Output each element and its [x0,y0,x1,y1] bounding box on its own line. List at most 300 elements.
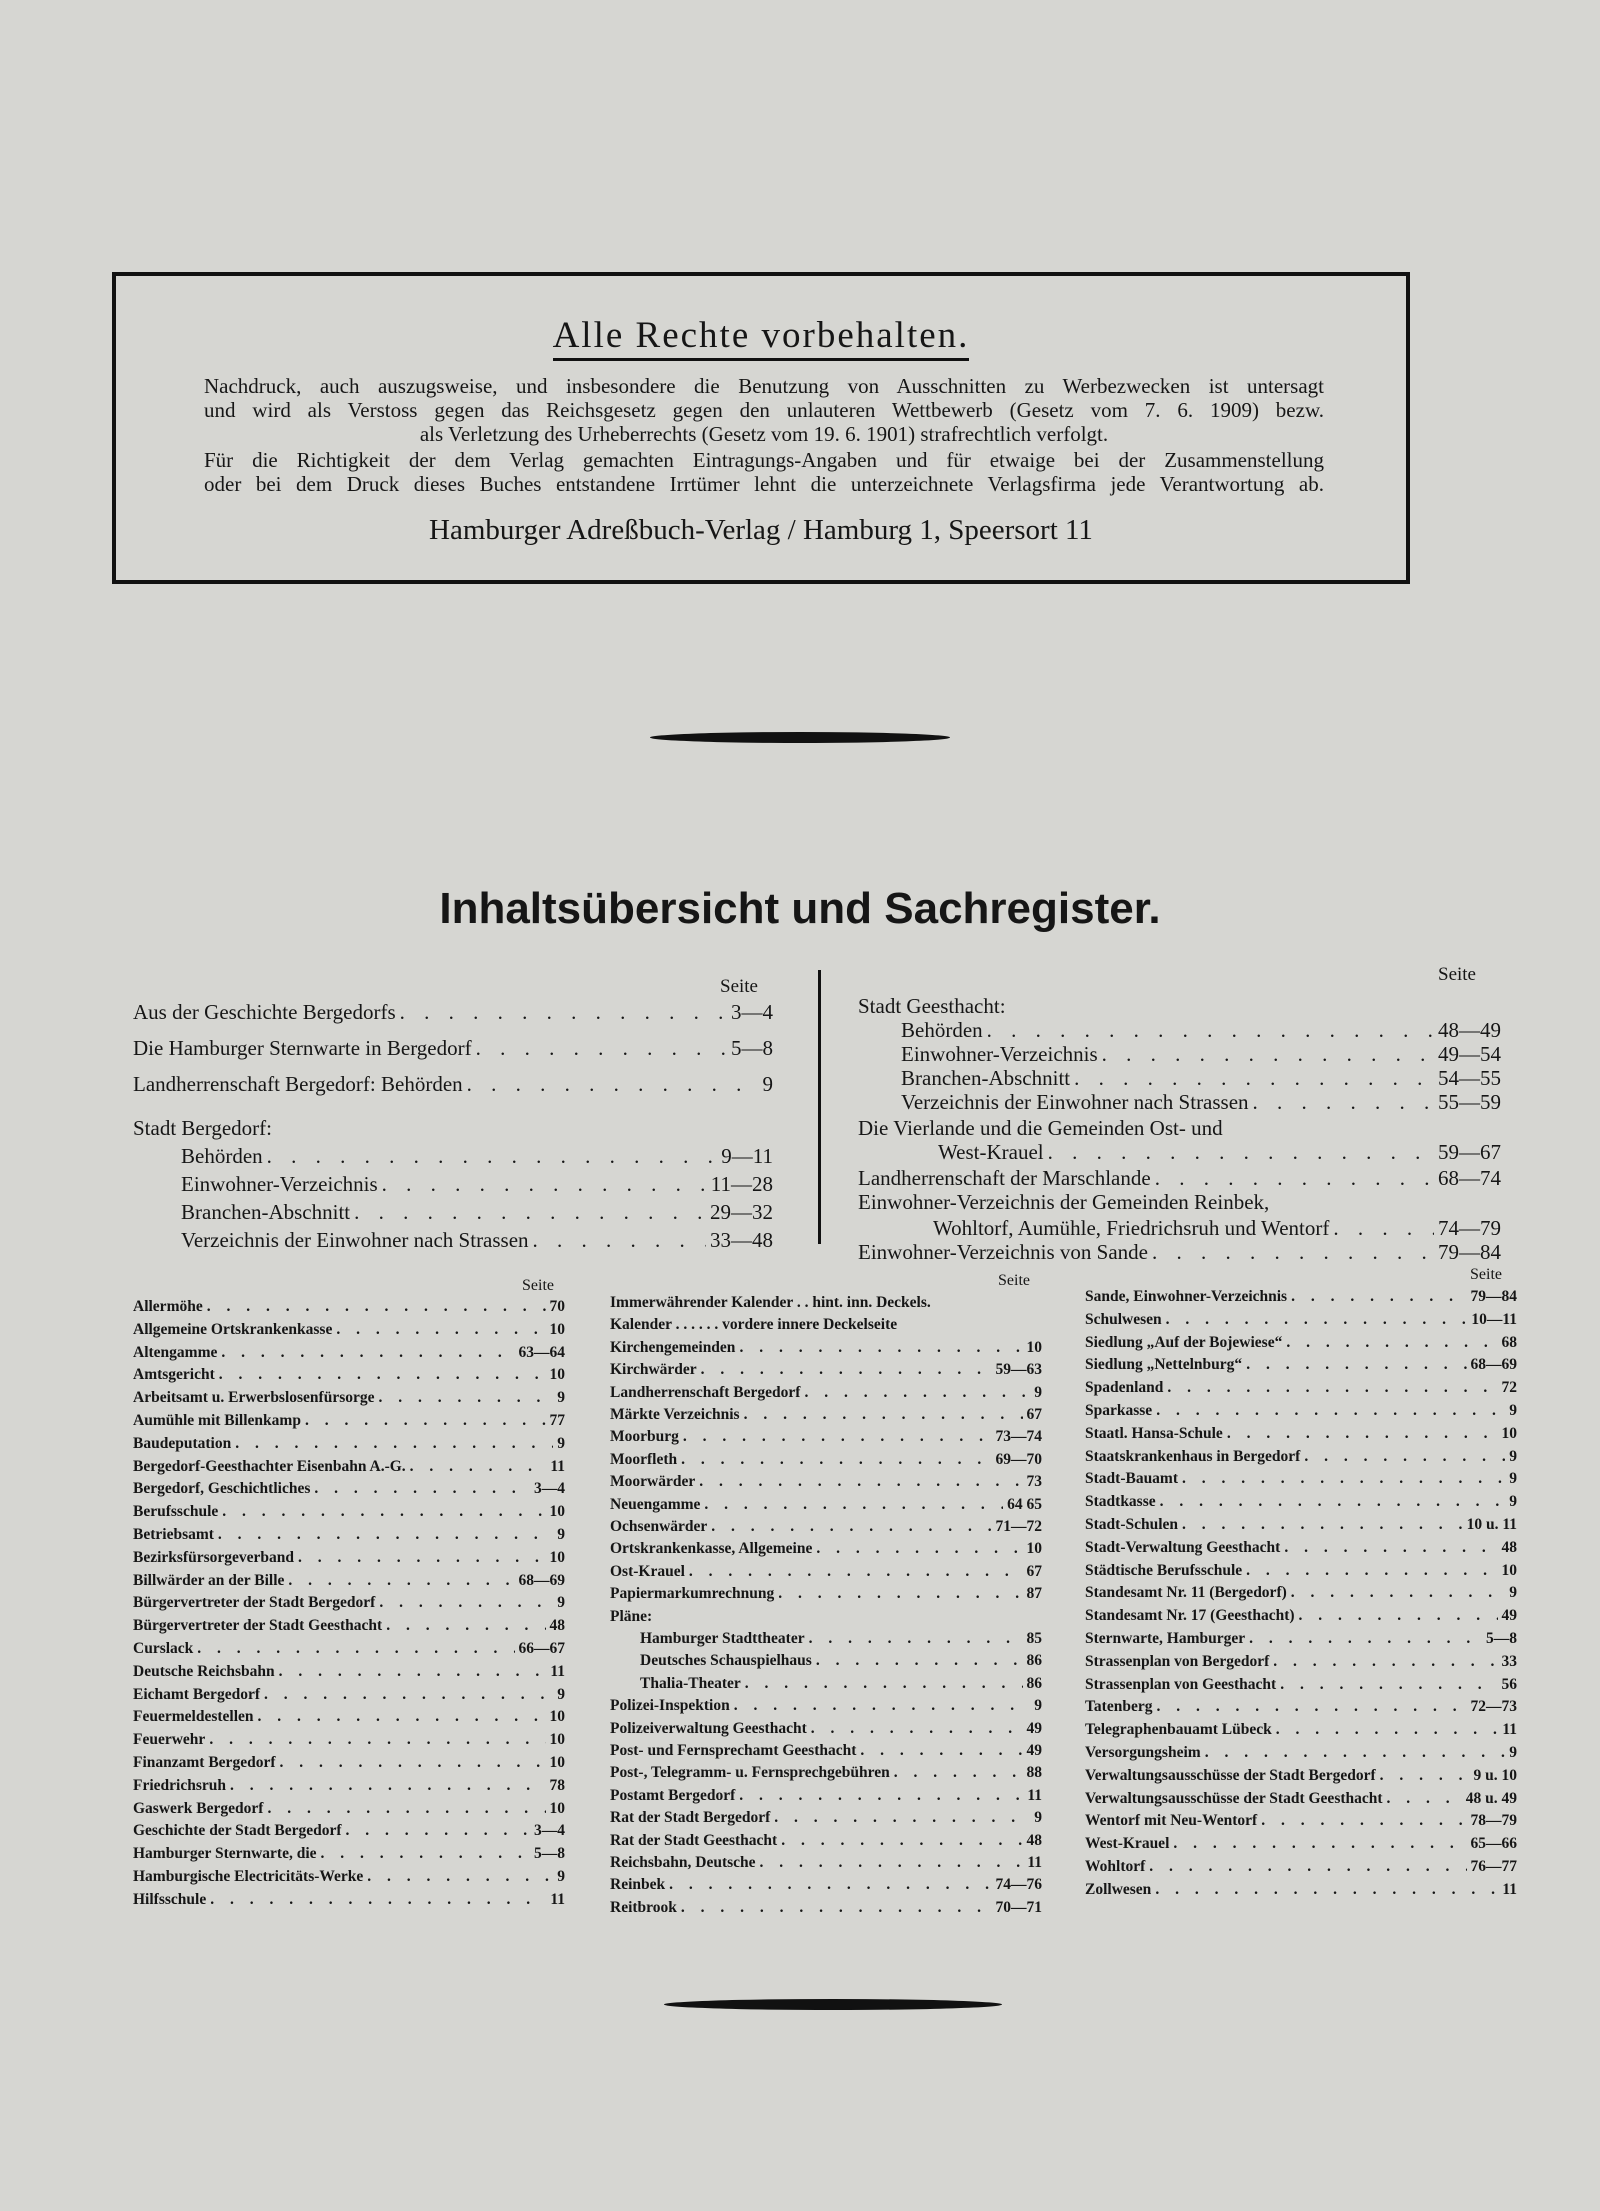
index-entry [133,1617,565,1635]
index-entry-page: 9 [1509,1402,1517,1419]
leader-dots [467,1072,759,1097]
leader-dots [209,1731,545,1749]
leader-dots [1253,1090,1434,1115]
index-entry-label: Telegraphenbauamt Lübeck [1085,1721,1272,1738]
index-entry [610,1316,1042,1334]
index-entry-label: West-Krauel [1085,1835,1170,1852]
leader-dots [781,1832,1022,1850]
index-entry-page: 11 [550,1663,565,1680]
index-entry-label: Polizei-Inspektion [610,1697,730,1714]
index-entry-page: 10—11 [1471,1311,1517,1328]
index-entry-page: 67 [1026,1563,1042,1580]
page-title: Inhaltsübersicht und Sachregister. [439,884,1161,933]
leader-dots [1182,1516,1463,1534]
leader-dots [811,1720,1023,1738]
index-entry [610,1451,1042,1469]
index-entry-label: Feuermeldestellen [133,1708,254,1725]
leader-dots [689,1563,1023,1581]
leader-dots [1249,1630,1482,1648]
index-entry-page: 65—66 [1470,1835,1517,1852]
index-entry [133,1412,565,1430]
index-entry-label: Strassenplan von Geesthacht [1085,1676,1277,1693]
index-entry [133,1708,565,1726]
index-entry-page: 49 [1501,1607,1517,1624]
index-entry-page: 74—76 [995,1876,1042,1893]
toc-entry-label: Verzeichnis der Einwohner nach Strassen [901,1090,1249,1114]
index-entry [1085,1379,1517,1397]
index-entry [1085,1334,1517,1352]
publisher-line: Hamburger Adreßbuch-Verlag / Hamburg 1, Speersort 11 [429,514,1093,546]
toc-entry-label: Stadt Geesthacht: [858,994,1006,1018]
index-entry-page: 86 [1026,1675,1042,1692]
index-entry [1085,1402,1517,1420]
leader-dots [1152,1240,1434,1265]
index-entry-label: Papiermarkumrechnung [610,1585,775,1602]
leader-dots [699,1473,1022,1491]
toc-entry-label: Einwohner-Verzeichnis [901,1042,1098,1066]
leader-dots [298,1549,545,1567]
leader-dots [346,1822,531,1840]
leader-dots [739,1339,1022,1357]
index-entry-page: 63—64 [518,1344,565,1361]
index-entry-label: Berufsschule [133,1503,219,1520]
toc-entry-label: Wohltorf, Aumühle, Friedrichsruh und Wentorf [933,1216,1330,1240]
leader-dots [760,1854,1024,1872]
index-entry-page: 3—4 [534,1822,565,1839]
toc-entry-label: Branchen-Abschnitt [181,1200,351,1224]
index-entry-label: Aumühle mit Billenkamp [133,1412,301,1429]
index-entry-page: 67 [1026,1406,1042,1423]
toc-entry-page: 9 [762,1072,773,1096]
index-entry-label: Arbeitsamt u. Erwerbslosenfürsorge [133,1389,375,1406]
leader-dots [279,1754,545,1772]
leader-dots [711,1518,991,1536]
index-entry-page: 48 u. 49 [1465,1790,1517,1807]
index-entry-label: Schulwesen [1085,1311,1162,1328]
leader-dots [1299,1607,1498,1625]
index-entry [1085,1356,1517,1374]
index-entry-page: 33 [1501,1653,1517,1670]
leader-dots [1291,1288,1466,1306]
leader-dots [1246,1356,1466,1374]
index-entry-label: Rat der Stadt Geesthacht [610,1832,778,1849]
leader-dots [410,1458,547,1476]
toc-entry [938,1140,1501,1165]
index-entry-page: 10 [549,1800,565,1817]
index-entry [1085,1744,1517,1762]
index-entry-page: 9 u. 10 [1473,1767,1517,1784]
index-entry-label: Deutsches Schauspielhaus [640,1652,812,1669]
toc-entry-page: 68—74 [1438,1166,1501,1190]
leader-dots [210,1891,546,1909]
index-entry-page: 11 [1027,1854,1042,1871]
leader-dots [681,1451,991,1469]
index-entry-page: 9 [557,1868,565,1885]
index-entry-label: Feuerwehr [133,1731,206,1748]
index-entry [133,1754,565,1772]
index-entry-page: 9 [1509,1744,1517,1761]
ornamental-rule-bottom [664,1999,1002,2010]
index-entry-label: Siedlung „Nettelnburg“ [1085,1356,1243,1373]
index-entry-page: 10 [549,1366,565,1383]
disclaimer-line: oder bei dem Druck dieses Buches entstandene Irrtümer lehnt die unterzeichnete Verlagsfirma jede Verantwortung ab. [204,472,1324,496]
index-entry-page: 9 [1509,1584,1517,1601]
index-entry-label: Stadt-Schulen [1085,1516,1179,1533]
leader-dots [1261,1812,1466,1830]
leader-dots [701,1361,992,1379]
index-entry-label: Ortskrankenkasse, Allgemeine [610,1540,813,1557]
index-entry-page: 49 [1026,1742,1042,1759]
index-entry-label: Stadt-Verwaltung Geesthacht [1085,1539,1281,1556]
leader-dots [221,1344,514,1362]
index-entry-label: Strassenplan von Bergedorf [1085,1653,1270,1670]
index-entry-label: Betriebsamt [133,1526,214,1543]
index-entry-label: Wentorf mit Neu-Wentorf [1085,1812,1258,1829]
leader-dots [816,1540,1022,1558]
leader-dots [354,1200,706,1225]
index-entry-label: Eichamt Bergedorf [133,1686,260,1703]
index-entry-label: Verwaltungsausschüsse der Stadt Bergedorf [1085,1767,1376,1784]
toc-entry [181,1144,773,1169]
index-entry-page: 10 [1501,1425,1517,1442]
index-entry [610,1899,1042,1917]
leader-dots [1173,1835,1466,1853]
copyright-line: als Verletzung des Urheberrechts (Gesetz vom 19. 6. 1901) strafrechtlich verfolgt. [419,422,1109,446]
index-entry-page: 9 [557,1435,565,1452]
index-entry-label: Finanzamt Bergedorf [133,1754,276,1771]
index-entry-page: 10 [549,1503,565,1520]
index-entry-label: Ost-Krauel [610,1563,685,1580]
toc-entry [181,1172,773,1197]
toc-entry-page: 33—48 [710,1228,773,1252]
leader-dots [987,1018,1434,1043]
leader-dots [744,1406,1023,1424]
leader-dots [235,1435,553,1453]
leader-dots [314,1480,530,1498]
index-entry [1085,1812,1517,1830]
seite-header-index1: Seite [522,1277,554,1294]
leader-dots [267,1800,545,1818]
index-entry-page: 77 [549,1412,565,1429]
index-entry [133,1298,565,1316]
index-entry [640,1652,1042,1670]
index-entry-label: Standesamt Nr. 17 (Geesthacht) [1085,1607,1295,1624]
index-entry [133,1731,565,1749]
copyright-line: und wird als Verstoss gegen das Reichsgesetz gegen den unlauteren Wettbewerb (Gesetz vom 7. 6. 1909) bezw. [204,398,1324,422]
index-entry-label: Spadenland [1085,1379,1164,1396]
leader-dots [1205,1744,1506,1762]
index-entry-page: 9 [557,1686,565,1703]
index-entry [133,1321,565,1339]
index-entry-label: Allgemeine Ortskrankenkasse [133,1321,333,1338]
leader-dots [1048,1140,1434,1165]
index-entry-label: Bürgervertreter der Stadt Geesthacht [133,1617,383,1634]
index-entry-page: 5—8 [534,1845,565,1862]
index-entry-label: Baudeputation [133,1435,232,1452]
index-entry-page: 70 [549,1298,565,1315]
index-entry-label: Kirchwärder [610,1361,697,1378]
seite-header-right: Seite [1438,964,1476,985]
leader-dots [386,1617,545,1635]
leader-dots [219,1366,546,1384]
toc-entry-page: 49—54 [1438,1042,1501,1066]
index-entry-page: 70—71 [995,1899,1042,1916]
toc-entry-page: 29—32 [710,1200,773,1224]
index-entry-label: Stadtkasse [1085,1493,1156,1510]
leader-dots [778,1585,1022,1603]
toc-entry-page: 48—49 [1438,1018,1501,1042]
index-entry [1085,1630,1517,1648]
index-entry-page: 48 [1026,1832,1042,1849]
leader-dots [218,1526,553,1544]
index-entry-label: Bergedorf-Geesthachter Eisenbahn A.-G. [133,1458,406,1475]
index-entry-page: 48 [549,1617,565,1634]
index-entry-label: Allermöhe [133,1298,203,1315]
index-entry-label: Thalia-Theater [640,1675,741,1692]
index-entry-page: 48 [1501,1539,1517,1556]
index-entry [133,1594,565,1612]
index-entry [133,1526,565,1544]
index-entry-label: Rat der Stadt Bergedorf [610,1809,771,1826]
leader-dots [1246,1562,1497,1580]
index-entry-label: Hilfsschule [133,1891,207,1908]
leader-dots [1333,1216,1434,1241]
toc-entry [901,1018,1501,1043]
index-entry [610,1361,1042,1379]
index-entry [1085,1676,1517,1694]
index-entry-page: 69—70 [995,1451,1042,1468]
index-entry [640,1630,1042,1648]
leader-dots [197,1640,514,1658]
seite-header-left: Seite [720,976,758,997]
index-entry-label: Curslack [133,1640,194,1657]
toc-entry-label: Einwohner-Verzeichnis von Sande [858,1240,1148,1264]
leader-dots [894,1764,1023,1782]
index-entry [1085,1767,1517,1785]
index-entry [610,1697,1042,1715]
index-entry-label: Reinbek [610,1876,666,1893]
index-entry-label: Sande, Einwohner-Verzeichnis [1085,1288,1288,1305]
leader-dots [1149,1858,1466,1876]
index-entry-page: 73—74 [995,1428,1042,1445]
toc-entry [933,1216,1501,1241]
leader-dots [321,1845,530,1863]
index-entry-label: Reichsbahn, Deutsche [610,1854,756,1871]
leader-dots [860,1742,1022,1760]
index-entry-page: 10 [1026,1540,1042,1557]
index-entry-page: 73 [1026,1473,1042,1490]
toc-entry-label: Einwohner-Verzeichnis [181,1172,378,1196]
index-entry-label: Geschichte der Stadt Bergedorf [133,1822,342,1839]
seite-header-index2: Seite [998,1272,1030,1289]
index-entry-page: 79—84 [1470,1288,1517,1305]
index-entry [610,1428,1042,1446]
index-entry [610,1294,1042,1312]
index-entry-page: 9 [557,1526,565,1543]
column-divider [818,970,821,1244]
index-entry [133,1777,565,1795]
index-entry [610,1787,1042,1805]
index-entry [133,1435,565,1453]
index-entry-page: 10 u. 11 [1466,1516,1517,1533]
leader-dots [222,1503,545,1521]
leader-dots [1291,1584,1505,1602]
leader-dots [1280,1676,1497,1694]
index-entry [1085,1607,1517,1625]
index-entry-page: 59—63 [995,1361,1042,1378]
index-entry [610,1742,1042,1760]
index-entry [133,1366,565,1384]
leader-dots [1102,1042,1434,1067]
leader-dots [379,1389,554,1407]
index-entry [1085,1516,1517,1534]
leader-dots [745,1675,1023,1693]
index-entry-label: Kirchengemeinden [610,1339,736,1356]
toc-entry-page: 74—79 [1438,1216,1501,1240]
toc-entry-label: Landherrenschaft Bergedorf: Behörden [133,1072,463,1096]
index-entry [133,1480,565,1498]
leader-dots [816,1652,1023,1670]
index-entry-label: Verwaltungsausschüsse der Stadt Geesthacht [1085,1790,1383,1807]
toc-entry-label: Behörden [901,1018,983,1042]
leader-dots [1304,1448,1505,1466]
seite-header-index3: Seite [1470,1266,1502,1283]
index-entry [133,1845,565,1863]
index-entry-label: Neuengamme [610,1496,701,1513]
leader-dots [1273,1653,1497,1671]
toc-entry [901,1090,1501,1115]
index-entry [133,1800,565,1818]
index-entry [1085,1448,1517,1466]
toc-entry [181,1200,773,1225]
index-entry-label: Postamt Bergedorf [610,1787,736,1804]
toc-entry-page: 3—4 [731,1000,773,1024]
index-entry [1085,1881,1517,1899]
index-entry [610,1809,1042,1827]
index-entry-page: 78 [549,1777,565,1794]
index-entry-page: 9 [1034,1809,1042,1826]
index-entry [1085,1288,1517,1306]
index-entry-label: Hamburgische Electricitäts-Werke [133,1868,364,1885]
index-entry-page: 9 [1509,1470,1517,1487]
index-entry [133,1663,565,1681]
index-entry [1085,1653,1517,1671]
toc-entry-page: 11—28 [710,1172,773,1196]
index-entry-page: 9 [1509,1493,1517,1510]
leader-dots [1227,1425,1498,1443]
index-entry-label: Altengamme [133,1344,218,1361]
copyright-box [112,272,1410,584]
index-entry [1085,1425,1517,1443]
index-entry [610,1339,1042,1357]
leader-dots [400,1000,727,1025]
index-entry-label: Reitbrook [610,1899,677,1916]
copyright-title: Alle Rechte vorbehalten. [553,315,970,361]
index-entry [1085,1562,1517,1580]
index-entry-page: 68 [1501,1334,1517,1351]
toc-entry [133,1036,773,1061]
toc-entry-label: Verzeichnis der Einwohner nach Strassen [181,1228,529,1252]
index-entry-label: Bezirksfürsorgeverband [133,1549,295,1566]
index-entry-label: Billwärder an der Bille [133,1572,285,1589]
toc-entry-label: West-Krauel [938,1140,1044,1164]
index-entry-label: Moorfleth [610,1451,678,1468]
index-entry [133,1389,565,1407]
index-entry [640,1675,1042,1693]
index-entry [133,1549,565,1567]
index-entry-page: 10 [1501,1562,1517,1579]
index-entry-page: 9 [557,1594,565,1611]
leader-dots [1286,1334,1497,1352]
index-entry-label: Staatl. Hansa-Schule [1085,1425,1223,1442]
index-entry-page: 76—77 [1470,1858,1517,1875]
index-entry-label: Stadt-Bauamt [1085,1470,1179,1487]
leader-dots [1387,1790,1462,1808]
leader-dots [804,1384,1030,1402]
index-entry-label: Staatskrankenhaus in Bergedorf [1085,1448,1301,1465]
toc-entry [901,1042,1501,1067]
index-entry-page: 10 [549,1549,565,1566]
leader-dots [739,1787,1023,1805]
toc-entry [858,1116,1501,1141]
index-entry [610,1518,1042,1536]
leader-dots [533,1228,706,1253]
toc-entry-label: Behörden [181,1144,263,1168]
toc-entry [181,1228,773,1253]
leader-dots [809,1630,1023,1648]
toc-entry [858,1166,1501,1191]
index-entry-label: Landherrenschaft Bergedorf [610,1384,801,1401]
index-entry [610,1876,1042,1894]
toc-entry-page: 59—67 [1438,1140,1501,1164]
index-entry [133,1686,565,1704]
leader-dots [1284,1539,1497,1557]
index-entry-page: 9 [557,1389,565,1406]
toc-entry-page: 54—55 [1438,1066,1501,1090]
index-entry [1085,1470,1517,1488]
leader-dots [1156,1402,1505,1420]
index-entry-page: 71—72 [995,1518,1042,1535]
leader-dots [1074,1066,1434,1091]
toc-entry-page: 5—8 [731,1036,773,1060]
leader-dots [1167,1379,1497,1397]
index-entry-label: Friedrichsruh [133,1777,226,1794]
leader-dots [264,1686,553,1704]
index-entry-page: 66—67 [518,1640,565,1657]
leader-dots [367,1868,553,1886]
index-entry-label: Zollwesen [1085,1881,1152,1898]
leader-dots [379,1594,553,1612]
index-entry-page: 5—8 [1486,1630,1517,1647]
index-entry-page: 64 65 [1007,1496,1042,1513]
leader-dots [1380,1767,1470,1785]
index-entry [133,1344,565,1362]
leader-dots [230,1777,546,1795]
toc-entry [858,994,1501,1019]
index-entry-label: Sternwarte, Hamburger [1085,1630,1246,1647]
toc-entry [133,1000,773,1025]
leader-dots [1166,1311,1468,1329]
leader-dots [1155,1166,1434,1191]
index-entry-label: Gaswerk Bergedorf [133,1800,264,1817]
index-entry-page: 10 [1026,1339,1042,1356]
index-entry [133,1572,565,1590]
index-entry-page: 10 [549,1731,565,1748]
index-entry-page: 10 [549,1708,565,1725]
index-entry-page: 3—4 [534,1480,565,1497]
index-entry [133,1503,565,1521]
index-entry-page: 87 [1026,1585,1042,1602]
